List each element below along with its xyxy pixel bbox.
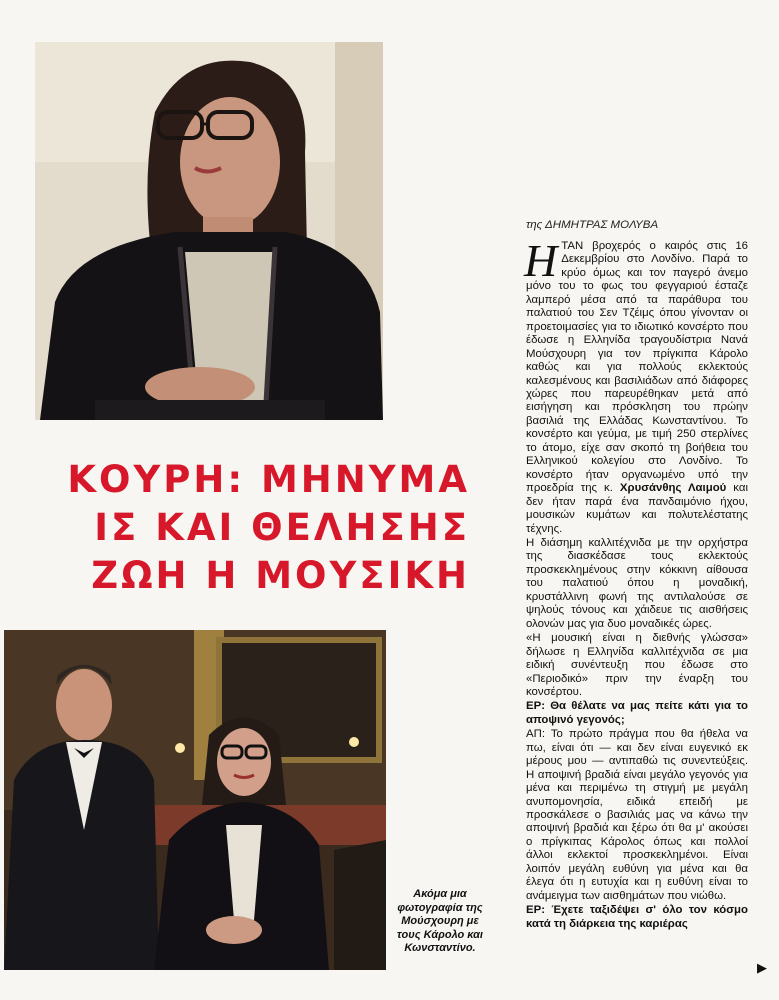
headline-line-1: ΚΟΥΡΗ: ΜΗΝΥΜΑ xyxy=(67,458,470,501)
headline xyxy=(0,456,470,600)
article-paragraph-1-text: ΤΑΝ βροχερός ο καιρός στις 16 Δεκεμβρίου στο Λονδίνο. Παρά το κρύο όμως και τον παγερό άνεμο μόνο του το φως του φεγγαριού έσταζε λαμπερό μέσα από τα παράθυρα του παλατιού του Σεν Τζέιμς όπου γίνονταν οι προετοιμασίες για το ιδιωτικό κονσέρτο που έδωσε η Ελληνίδα τραγουδίστρια Νανά Μούσχουρη για τον πρίγκιπα Κάρολο καθώς και για πολλούς εκλεκτούς καλεσμένους και βασιλιάδων από διάφορες χώρες που παρευρέθηκαν μετά από εισήγηση και πρόσκληση του πρώην βασιλιά της Ελλάδας Κωνσταντίνου. Το κονσέρτο και γεύμα, με τιμή 250 στερλίνες το άτομο, είχε σαν σκοπό τη βοήθεια του Ελληνικού κολεγίου στο Λονδίνο. Το κονσέρτο ήταν οργανωμένο υπό την προεδρία της κ. xyxy=(526,240,748,495)
headline-line-3: ΖΩΗ Η ΜΟΥΣΙΚΗ xyxy=(91,554,470,597)
article-paragraph-1 xyxy=(524,235,748,536)
organizer-name: Χρυσάνθης Λαιμού xyxy=(619,482,727,495)
photo-event-group xyxy=(4,630,386,970)
photo-caption: Ακόμα μια φωτογραφία της Μούσχουρη με τους Κάρολο και Κωνσταντίνο. xyxy=(397,888,483,955)
interview-question-1: ΕΡ: Θα θέλατε να μας πείτε κάτι για το αποψινό γεγονός; xyxy=(526,700,748,726)
interview-question-2: ΕΡ: Έχετε ταξιδέψει σ' όλο τον κόσμο κατά τη διάρκεια της καριέρας xyxy=(526,904,748,930)
interview-answer-1: ΑΠ: Το πρώτο πράγμα που θα ήθελα να πω, είναι ότι — και δεν είναι ευγενικό εκ μέρους μου — αντιπαθώ τις συνεντεύξεις. Η αποψινή βραδιά είναι μεγάλο γεγονός για μένα και περιμένω τη στιγμή με μεγάλη ανυπομονησία, ειδικά επειδή με προσκάλεσε ο βασιλιάς μας να κάνω την αποψινή βραδιά και ξέρω ότι θα μ' ακούσει ο πρίγκιπας Κάρολος όπως και πολλοί άλλοι εκλεκτοί προσκεκλημένοι. Είναι λοιπόν μεγάλη ευθύνη για μένα και θα έλεγα ότι η ευτυχία και η ευθύνη είναι το ανάμειγμα των αισθημάτων που νιώθω. xyxy=(526,728,748,902)
article-body xyxy=(524,235,748,932)
article-paragraph-2: Η διάσημη καλλιτέχνιδα με την ορχήστρα της διασκέδασε τους εκλεκτούς προσκεκλημένους στην κόκκινη αίθουσα του παλατιού όπου η μοναδική, κρυστάλλινη φωνή της αντιλαλούσε σε ψηλούς τόνους και χάιδευε τις αισθήσεις ολονών μας για δυο μοναδικές ώρες. xyxy=(526,536,748,630)
headline-line-2: ΙΣ ΚΑΙ ΘΕΛΗΣΗΣ xyxy=(94,506,470,549)
byline: της ΔΗΜΗΤΡΑΣ ΜΟΛΥΒΑ xyxy=(526,219,659,231)
article-paragraph-3: «Η μουσική είναι η διεθνής γλώσσα» δήλωσε η Ελληνίδα καλλιτέχνιδα σε μια ειδική συνέντευξη που έδωσε στο «Περιοδικό» πριν την έναρξη του κονσέρτου. xyxy=(526,632,748,698)
photo-singer-portrait xyxy=(35,42,383,420)
continue-arrow-icon: ▶ xyxy=(757,960,767,975)
drop-cap: Η xyxy=(524,235,558,286)
article-paragraph-1-tail: και δεν ήταν παρά ένα πανδαιμόνιο ήχου, μουσικών κυμάτων και πολυτελέστατης τέχνης. xyxy=(526,482,748,535)
